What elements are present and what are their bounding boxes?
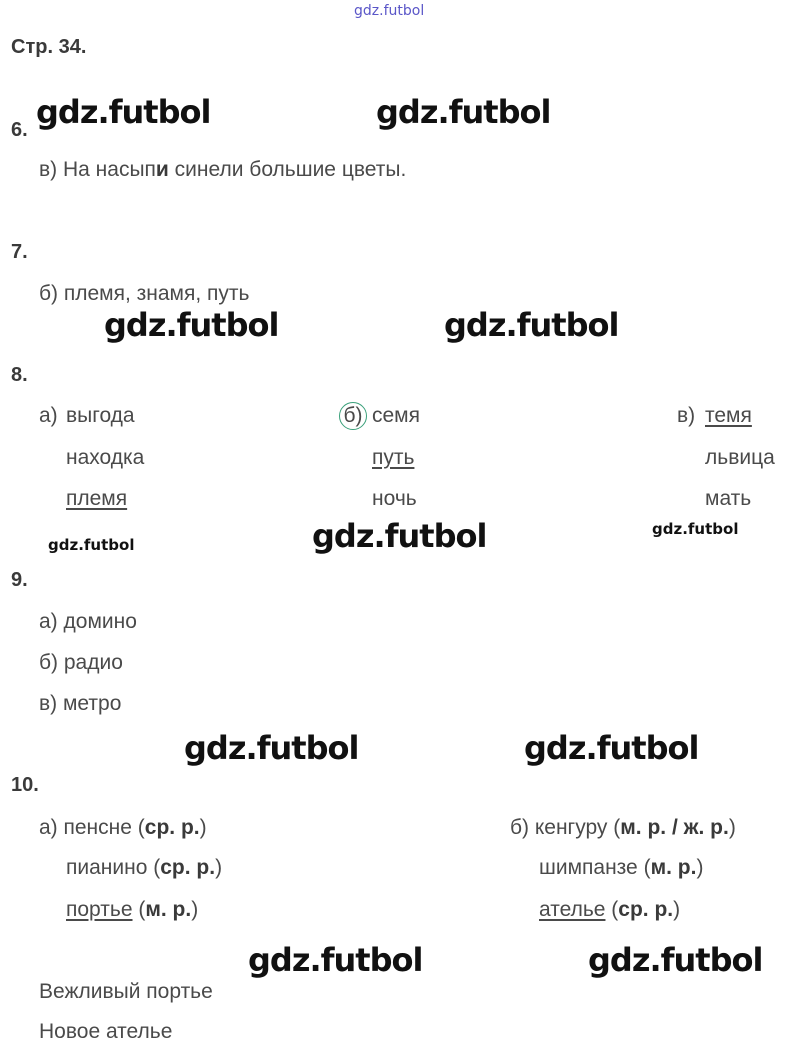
ex8-b-word-2: путь <box>372 446 415 469</box>
ex8-a-word-1: выгода <box>66 404 135 427</box>
ex8-c-word-3: мать <box>705 487 752 510</box>
gender-mark: ср. р. <box>160 856 216 879</box>
text: ) <box>728 816 736 839</box>
ex8-c-word-2: львица <box>705 446 775 469</box>
ex9-b: б) радио <box>39 651 123 674</box>
text: ) <box>673 898 681 921</box>
text: ) <box>696 856 704 879</box>
ex6-bold-letter: и <box>155 158 169 181</box>
gender-mark: ср. р. <box>618 898 674 921</box>
circled-label: б) <box>339 402 367 430</box>
exercise-6-line <box>39 158 406 182</box>
page-label: Стр. 34. <box>11 36 87 58</box>
text: шимпанзе ( <box>539 856 651 879</box>
text: б) кенгуру ( <box>510 816 621 839</box>
watermark: gdz.futbol <box>184 729 359 767</box>
ex10-a-line-1 <box>39 816 207 840</box>
ex8-b-word-3: ночь <box>372 487 417 510</box>
underlined-word: портье <box>66 898 133 921</box>
ex8-a-word-2: находка <box>66 446 145 469</box>
watermark: gdz.futbol <box>524 729 699 767</box>
text: ) <box>199 816 207 839</box>
ex8-b-label <box>343 402 369 430</box>
gender-mark: м. р. <box>145 898 192 921</box>
gender-mark: м. р. / ж. р. <box>620 816 729 839</box>
exercise-8-number: 8. <box>11 364 28 386</box>
watermark-small: gdz.futbol <box>48 536 135 554</box>
ex8-c-word-1: темя <box>705 404 752 427</box>
ex10-b-line-2 <box>539 856 703 880</box>
watermark-small: gdz.futbol <box>652 520 739 538</box>
ex6-prefix: в) На насып <box>39 158 156 181</box>
ex8-c-label: в) <box>677 404 696 427</box>
gender-mark: ср. р. <box>144 816 200 839</box>
ex10-a-line-2 <box>66 856 222 880</box>
watermark: gdz.futbol <box>104 306 279 344</box>
exercise-10-number: 10. <box>11 774 39 796</box>
ex10-b-line-1 <box>510 816 736 840</box>
ex9-c: в) метро <box>39 692 122 715</box>
phrase-2: Новое ателье <box>39 1020 173 1043</box>
watermark: gdz.futbol <box>376 93 551 131</box>
text: ) <box>191 898 199 921</box>
exercise-9-number: 9. <box>11 569 28 591</box>
watermark: gdz.futbol <box>312 517 487 555</box>
ex10-a-line-3 <box>66 898 198 922</box>
ex8-b-word-1: семя <box>372 404 420 427</box>
ex8-a-label: а) <box>39 404 58 427</box>
gender-mark: м. р. <box>650 856 697 879</box>
ex6-suffix: синели большие цветы. <box>168 158 407 181</box>
phrase-1: Вежливый портье <box>39 980 213 1003</box>
text: ( <box>605 898 619 921</box>
watermark: gdz.futbol <box>36 93 211 131</box>
watermark: gdz.futbol <box>444 306 619 344</box>
text: а) пенсне ( <box>39 816 145 839</box>
ex8-a-word-3: племя <box>66 487 128 510</box>
watermark: gdz.futbol <box>248 941 423 979</box>
text: ) <box>215 856 223 879</box>
underlined-word: ателье <box>539 898 606 921</box>
ex9-a: а) домино <box>39 610 137 633</box>
exercise-7-line: б) племя, знамя, путь <box>39 282 250 305</box>
text: пианино ( <box>66 856 161 879</box>
watermark-top: gdz.futbol <box>354 3 425 19</box>
watermark: gdz.futbol <box>588 941 763 979</box>
exercise-7-number: 7. <box>11 241 28 263</box>
exercise-6-number: 6. <box>11 119 28 141</box>
ex10-b-line-3 <box>539 898 680 922</box>
text: ( <box>132 898 146 921</box>
